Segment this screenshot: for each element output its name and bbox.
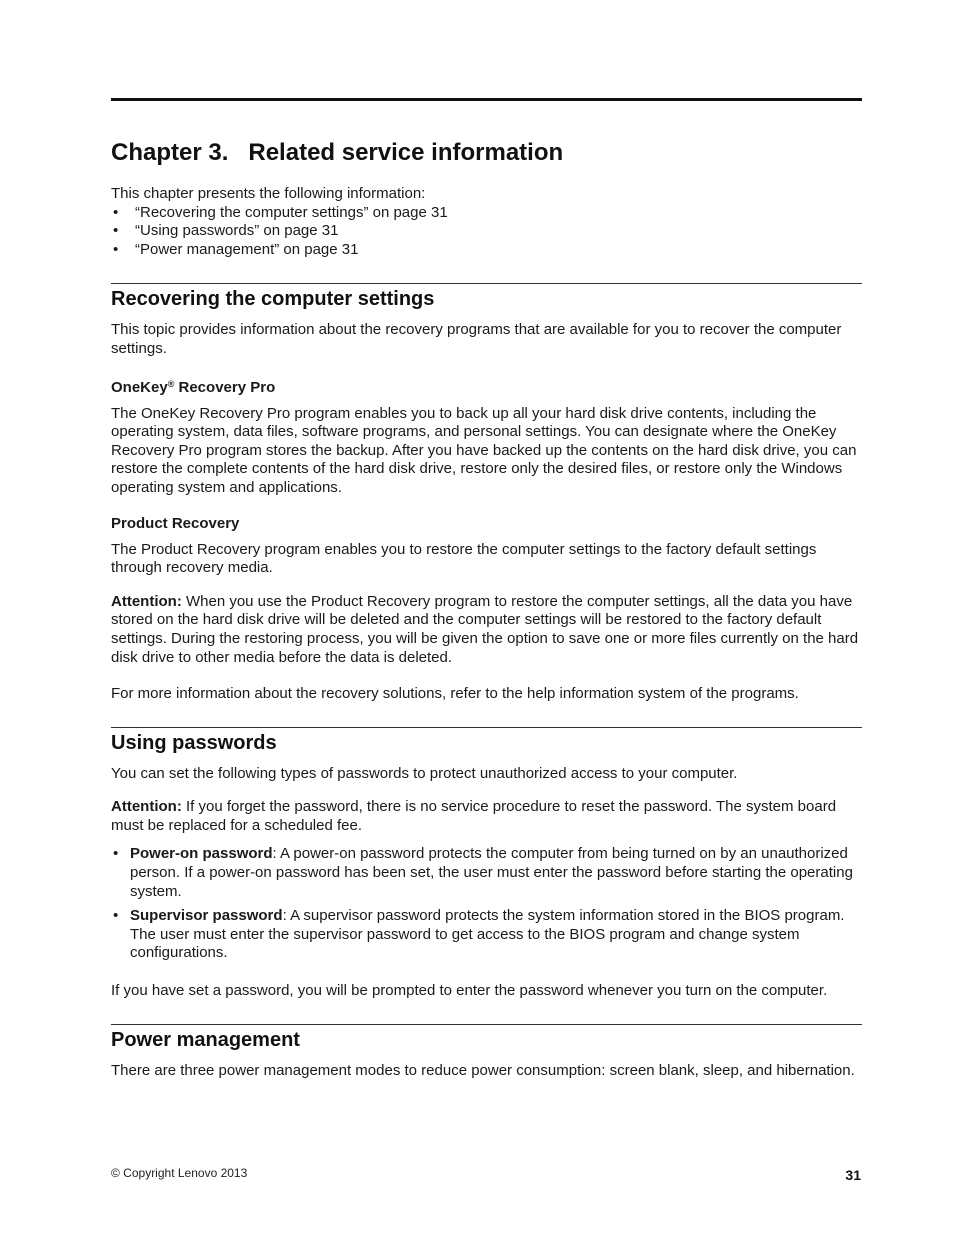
list-item [111, 907, 862, 963]
onekey-body: The OneKey Recovery Pro program enables you to back up all your hard disk drive contents, including the operating system, data files, software programs, and personal settings. You can designate where the OneKey Recovery Pro program stores the backup. After you have backed up the contents on the hard disk drive, you can restore the complete contents of the hard disk drive, restore only the desired files, or restore only the Windows operating system and applications. [111, 404, 857, 496]
chapter-rule [111, 98, 862, 101]
passwords-closing: If you have set a password, you will be prompted to enter the password whenever you turn on the computer. [111, 982, 828, 1000]
section-title-recovering: Recovering the computer settings [111, 288, 435, 311]
toc-item: • “Using passwords” on page 31 [111, 222, 862, 241]
section-title-passwords: Using passwords [111, 731, 277, 754]
chapter-number: Chapter 3. [111, 139, 229, 166]
chapter-toc [111, 204, 862, 260]
section-rule [111, 1024, 862, 1025]
chapter-title [111, 138, 862, 168]
recovery-attention [111, 593, 862, 667]
attention-text: When you use the Product Recovery program to restore the computer settings, all the data you have stored on the hard disk drive will be deleted and the computer settings will be restored to the factory default settings. During the restoring process, you will be given the option to save one or more files currently on the hard disk drive to other media before the data is deleted. [111, 592, 859, 666]
product-recovery-body: The Product Recovery program enables you to restore the computer settings to the factory default settings through recovery media. [111, 540, 817, 577]
recovering-intro: This topic provides information about the recovery programs that are available for you to recover the computer settings. [111, 321, 842, 357]
section-title-power: Power management [111, 1028, 300, 1051]
copyright-notice: © Copyright Lenovo 2013 [111, 1166, 248, 1180]
section-rule [111, 283, 862, 284]
passwords-attention [111, 798, 862, 835]
subhead-onekey-a: OneKey [111, 378, 168, 396]
list-item [111, 845, 862, 901]
toc-item: • “Recovering the computer settings” on page 31 [111, 204, 862, 223]
registered-mark: ® [167, 378, 175, 389]
subhead-onekey-b: Recovery Pro [174, 378, 276, 396]
attention-label: Attention: [111, 592, 182, 610]
document-page [111, 98, 862, 1080]
chapter-intro: This chapter presents the following information: [111, 185, 426, 202]
attention-label: Attention: [111, 798, 182, 816]
password-type-label: Power-on password [130, 845, 273, 863]
section-rule [111, 727, 862, 728]
recovery-more-info: For more information about the recovery solutions, refer to the help information system of the programs. [111, 685, 799, 703]
power-body: There are three power management modes to reduce power consumption: screen blank, sleep, and hibernation. [111, 1061, 855, 1079]
password-types-list [111, 845, 862, 963]
page-number: 31 [845, 1167, 861, 1183]
subhead-product-recovery: Product Recovery [111, 514, 240, 532]
chapter-title-text: Related service information [248, 139, 564, 166]
subhead-onekey [111, 375, 862, 397]
passwords-intro: You can set the following types of passwords to protect unauthorized access to your computer. [111, 764, 738, 782]
password-type-text: : A supervisor password protects the system information stored in the BIOS program. The user must enter the supervisor password to get access to the BIOS program and change system configurations. [130, 907, 845, 962]
toc-item: • “Power management” on page 31 [111, 241, 862, 260]
attention-text: If you forget the password, there is no service procedure to reset the password. The system board must be replaced for a scheduled fee. [111, 798, 837, 834]
password-type-text: : A power-on password protects the computer from being turned on by an unauthorized person. If a power-on password has been set, the user must enter the password before starting the operating system. [130, 845, 853, 900]
password-type-label: Supervisor password [130, 907, 283, 925]
